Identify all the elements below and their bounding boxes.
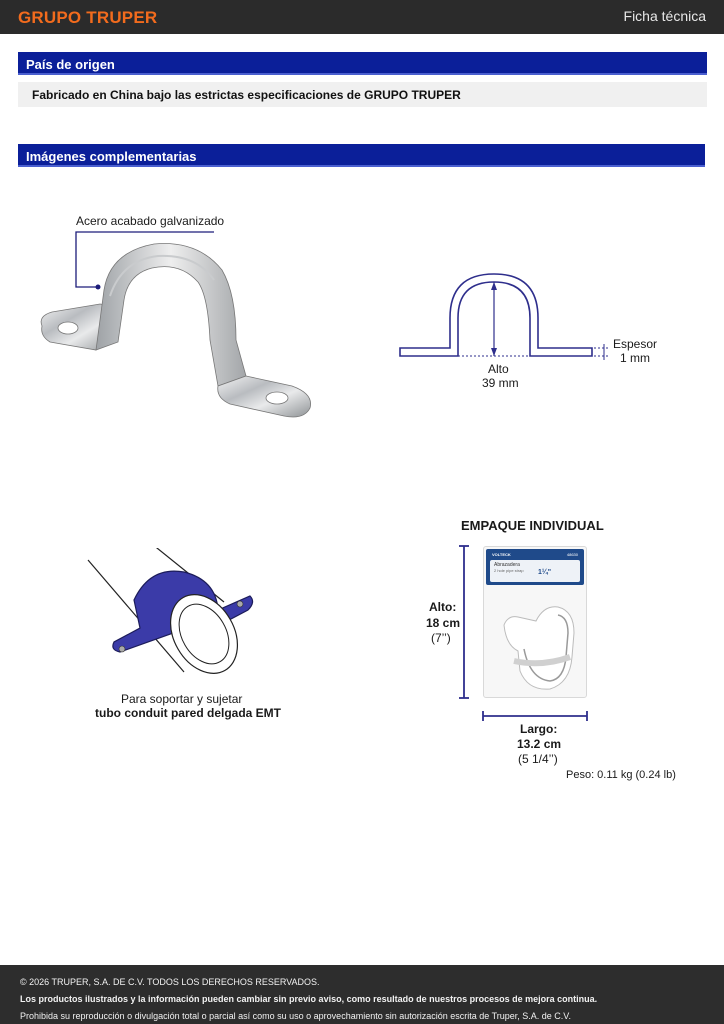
brand-logo: GRUPO TRUPER [18,8,158,27]
package-title: EMPAQUE INDIVIDUAL [461,518,604,533]
espesor-label: Espesor [613,337,658,351]
package-alto-cm: 18 cm [426,616,461,630]
strap-profile-diagram [396,262,696,402]
section-header-images: Imágenes complementarias [18,144,705,167]
top-bar [0,0,724,34]
package-image [483,546,587,698]
package-strap-image [484,587,588,697]
packaging-panel [420,514,680,786]
package-card-subname: 2 hole pipe strap [494,568,524,573]
origin-text: Fabricado en China bajo las estrictas especificaciones de GRUPO TRUPER [18,82,707,107]
usage-line-2: tubo conduit pared delgada EMT [95,706,281,720]
package-card-code: 48630 [566,552,578,557]
package-card-brand: VOLTECK [492,552,511,557]
alto-value: 39 mm [482,376,519,390]
package-largo-cm: 13.2 cm [517,737,562,751]
footer [0,965,724,1024]
conduit-strap-illustration [80,548,310,688]
galvanized-strap-image [30,200,330,430]
section-header-origin: País de origen [18,52,707,75]
usage-illustration-panel [80,548,310,728]
package-largo-label: Largo: [520,722,558,736]
package-largo-in: (5 1/4’’) [518,752,558,766]
footer-notice: Los productos ilustrados y la información pueden cambiar sin previo aviso, como resultado de nuestros procesos de mejora continua. [20,994,598,1004]
package-card-name: Abrazadera [494,562,520,568]
footer-legal: Prohibida su reproducción o divulgación total o parcial así como su uso o aprovechamiento sin autorización escrita de Truper, S.A. de C.V. [20,1011,571,1021]
dimension-drawing-panel [396,262,696,402]
package-weight: Peso: 0.11 kg (0.24 lb) [566,769,676,781]
material-label: Acero acabado galvanizado [76,214,225,228]
espesor-value: 1 mm [620,351,650,365]
package-card [486,549,584,585]
usage-line-1: Para soportar y sujetar [121,692,243,706]
package-card-size: 1¼" [538,569,552,576]
package-card-label [490,560,580,582]
alto-label: Alto [488,362,509,376]
document-type: Ficha técnica [623,8,706,24]
package-alto-in: (7’’) [431,631,451,645]
package-alto-label: Alto: [429,600,457,614]
footer-copyright: © 2026 TRUPER, S.A. DE C.V. TODOS LOS DERECHOS RESERVADOS. [20,977,320,987]
strap-photo-panel [30,200,330,430]
